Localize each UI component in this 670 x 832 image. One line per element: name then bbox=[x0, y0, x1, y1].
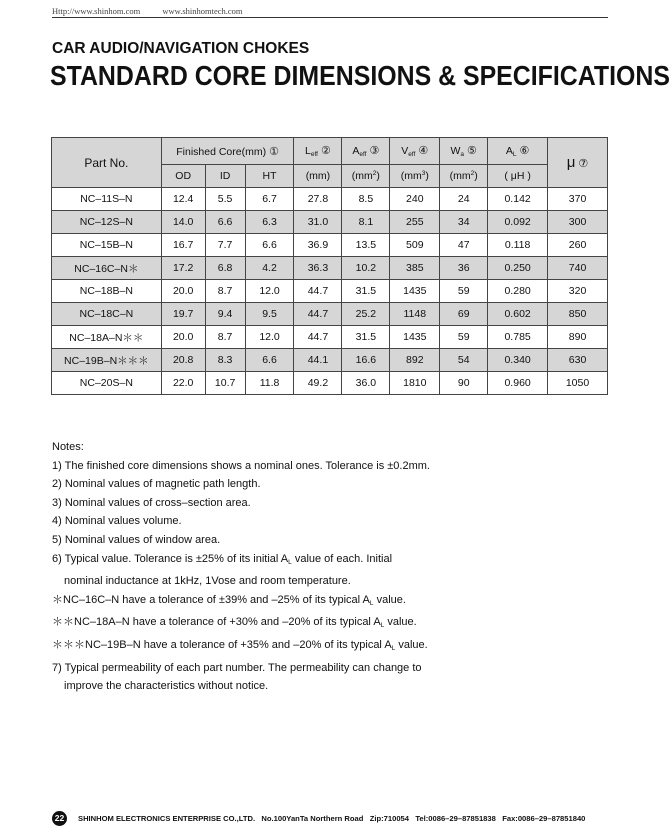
cell-al: 0.250 bbox=[488, 257, 548, 280]
cell-part: NC–18A–N＊＊ bbox=[52, 326, 162, 349]
cell-od: 20.0 bbox=[161, 326, 205, 349]
cell-id: 6.8 bbox=[205, 257, 245, 280]
cell-wa: 59 bbox=[440, 280, 488, 303]
header-al: $A_L$ ⑥ bbox=[488, 138, 548, 165]
cell-mu: 1050 bbox=[548, 372, 608, 395]
cell-part: NC–16C–N＊ bbox=[52, 257, 162, 280]
header-veff: $V_{eff}$ ④ bbox=[390, 138, 440, 165]
cell-leff: 44.7 bbox=[294, 280, 342, 303]
table-body bbox=[52, 188, 608, 395]
cell-wa: 69 bbox=[440, 303, 488, 326]
header-divider bbox=[52, 17, 608, 18]
note-6: 6) Typical value. Tolerance is ±25% of its initial $A_L$ value of each. Initial bbox=[52, 552, 393, 566]
cell-od: 20.8 bbox=[161, 349, 205, 372]
cell-od: 19.7 bbox=[161, 303, 205, 326]
cell-aeff: 13.5 bbox=[342, 234, 390, 257]
header-finished-core: Finished Core(mm) ① bbox=[161, 138, 294, 165]
table-row bbox=[52, 303, 608, 326]
cell-leff: 36.3 bbox=[294, 257, 342, 280]
cell-id: 5.5 bbox=[205, 188, 245, 211]
note-5: 5) Nominal values of window area. bbox=[52, 533, 221, 546]
cell-veff: 255 bbox=[390, 211, 440, 234]
cell-veff: 509 bbox=[390, 234, 440, 257]
cell-veff: 1435 bbox=[390, 280, 440, 303]
cell-part: NC–18B–N bbox=[52, 280, 162, 303]
cell-ht: 6.6 bbox=[245, 349, 294, 372]
table-row bbox=[52, 234, 608, 257]
unit-aeff: $(mm^2)$ bbox=[342, 165, 390, 188]
cell-leff: 44.1 bbox=[294, 349, 342, 372]
table-row bbox=[52, 349, 608, 372]
cell-aeff: 31.5 bbox=[342, 326, 390, 349]
cell-veff: 1148 bbox=[390, 303, 440, 326]
page-title: STANDARD CORE DIMENSIONS & SPECIFICATIONS bbox=[50, 60, 670, 91]
cell-od: 22.0 bbox=[161, 372, 205, 395]
cell-mu: 370 bbox=[548, 188, 608, 211]
unit-al: ( μH ) bbox=[488, 165, 548, 188]
note-6-continued: nominal inductance at 1kHz, 1Vose and room temperature. bbox=[64, 575, 351, 588]
cell-aeff: 31.5 bbox=[342, 280, 390, 303]
cell-al: 0.602 bbox=[488, 303, 548, 326]
cell-mu: 740 bbox=[548, 257, 608, 280]
footer-tel: Tel:0086–29–87851838 bbox=[415, 814, 496, 823]
cell-part: NC–11S–N bbox=[52, 188, 162, 211]
page-number-badge: 22 bbox=[52, 811, 67, 826]
cell-part: NC–18C–N bbox=[52, 303, 162, 326]
unit-wa: $(mm^2)$ bbox=[440, 165, 488, 188]
cell-od: 20.0 bbox=[161, 280, 205, 303]
cell-veff: 240 bbox=[390, 188, 440, 211]
table-row bbox=[52, 372, 608, 395]
cell-od: 14.0 bbox=[161, 211, 205, 234]
footer-company: SHINHOM ELECTRONICS ENTERPRISE CO.,LTD. bbox=[78, 814, 256, 823]
header-url-primary[interactable]: Http://www.shinhom.com bbox=[52, 6, 141, 16]
cell-part: NC–20S–N bbox=[52, 372, 162, 395]
cell-aeff: 10.2 bbox=[342, 257, 390, 280]
cell-aeff: 25.2 bbox=[342, 303, 390, 326]
cell-ht: 12.0 bbox=[245, 280, 294, 303]
cell-id: 8.7 bbox=[205, 280, 245, 303]
footer-address: No.100YanTa Northern Road bbox=[261, 814, 364, 823]
table-row bbox=[52, 257, 608, 280]
table-row bbox=[52, 211, 608, 234]
note-star-3: ＊＊＊NC–19B–N have a tolerance of +35% and –20% of its typical $A_L$ value. bbox=[52, 638, 428, 652]
cell-leff: 44.7 bbox=[294, 326, 342, 349]
header-id: ID bbox=[205, 165, 245, 188]
cell-leff: 36.9 bbox=[294, 234, 342, 257]
cell-id: 10.7 bbox=[205, 372, 245, 395]
notes-section bbox=[52, 438, 612, 696]
cell-al: 0.280 bbox=[488, 280, 548, 303]
cell-aeff: 8.5 bbox=[342, 188, 390, 211]
cell-wa: 54 bbox=[440, 349, 488, 372]
cell-mu: 320 bbox=[548, 280, 608, 303]
cell-wa: 34 bbox=[440, 211, 488, 234]
cell-al: 0.340 bbox=[488, 349, 548, 372]
cell-leff: 44.7 bbox=[294, 303, 342, 326]
cell-leff: 31.0 bbox=[294, 211, 342, 234]
cell-od: 16.7 bbox=[161, 234, 205, 257]
note-star-2: ＊＊NC–18A–N have a tolerance of +30% and –20% of its typical $A_L$ value. bbox=[52, 616, 417, 630]
cell-mu: 260 bbox=[548, 234, 608, 257]
cell-aeff: 16.6 bbox=[342, 349, 390, 372]
cell-wa: 47 bbox=[440, 234, 488, 257]
cell-part: NC–19B–N＊＊＊ bbox=[52, 349, 162, 372]
cell-id: 9.4 bbox=[205, 303, 245, 326]
cell-ht: 9.5 bbox=[245, 303, 294, 326]
cell-od: 12.4 bbox=[161, 188, 205, 211]
cell-ht: 6.7 bbox=[245, 188, 294, 211]
footer-zip: Zip:710054 bbox=[369, 814, 409, 823]
cell-mu: 630 bbox=[548, 349, 608, 372]
note-star-1: ＊NC–16C–N have a tolerance of ±39% and –25% of its typical $A_L$ value. bbox=[52, 593, 406, 607]
page-subtitle: CAR AUDIO/NAVIGATION CHOKES bbox=[52, 40, 310, 57]
header-leff: $L_{eff}$ ② bbox=[294, 138, 342, 165]
table-row bbox=[52, 280, 608, 303]
note-1: 1) The finished core dimensions shows a nominal ones. Tolerance is ±0.2mm. bbox=[52, 459, 430, 472]
cell-wa: 59 bbox=[440, 326, 488, 349]
table-header-row bbox=[52, 138, 608, 165]
cell-mu: 300 bbox=[548, 211, 608, 234]
cell-al: 0.785 bbox=[488, 326, 548, 349]
cell-ht: 4.2 bbox=[245, 257, 294, 280]
note-7: 7) Typical permeability of each part number. The permeability can change to bbox=[52, 661, 422, 674]
cell-al: 0.118 bbox=[488, 234, 548, 257]
footer-contact bbox=[78, 814, 585, 823]
cell-veff: 892 bbox=[390, 349, 440, 372]
header-part-no: Part No. bbox=[52, 138, 162, 188]
notes-heading: Notes: bbox=[52, 441, 84, 453]
cell-od: 17.2 bbox=[161, 257, 205, 280]
footer-fax: Fax:0086–29–87851840 bbox=[502, 814, 586, 823]
cell-ht: 6.6 bbox=[245, 234, 294, 257]
note-4: 4) Nominal values volume. bbox=[52, 515, 182, 528]
table-row bbox=[52, 326, 608, 349]
note-7-continued: improve the characteristics without notice. bbox=[64, 680, 269, 693]
cell-id: 8.3 bbox=[205, 349, 245, 372]
cell-leff: 49.2 bbox=[294, 372, 342, 395]
cell-leff: 27.8 bbox=[294, 188, 342, 211]
cell-id: 6.6 bbox=[205, 211, 245, 234]
cell-veff: 1435 bbox=[390, 326, 440, 349]
cell-part: NC–15B–N bbox=[52, 234, 162, 257]
cell-al: 0.960 bbox=[488, 372, 548, 395]
page-footer bbox=[52, 811, 612, 827]
cell-aeff: 8.1 bbox=[342, 211, 390, 234]
cell-ht: 11.8 bbox=[245, 372, 294, 395]
spec-table bbox=[51, 137, 608, 395]
cell-al: 0.142 bbox=[488, 188, 548, 211]
cell-ht: 12.0 bbox=[245, 326, 294, 349]
cell-ht: 6.3 bbox=[245, 211, 294, 234]
cell-veff: 1810 bbox=[390, 372, 440, 395]
header-ht: HT bbox=[245, 165, 294, 188]
header-wa: $W_a$ ⑤ bbox=[440, 138, 488, 165]
cell-id: 7.7 bbox=[205, 234, 245, 257]
cell-mu: 890 bbox=[548, 326, 608, 349]
note-2: 2) Nominal values of magnetic path length. bbox=[52, 478, 261, 491]
cell-id: 8.7 bbox=[205, 326, 245, 349]
header-od: OD bbox=[161, 165, 205, 188]
cell-wa: 90 bbox=[440, 372, 488, 395]
header-aeff: $A_{eff}$ ③ bbox=[342, 138, 390, 165]
cell-mu: 850 bbox=[548, 303, 608, 326]
header-mu: μ ⑦ bbox=[548, 138, 608, 188]
unit-veff: $(mm^3)$ bbox=[390, 165, 440, 188]
table-row bbox=[52, 188, 608, 211]
cell-part: NC–12S–N bbox=[52, 211, 162, 234]
header-url-secondary[interactable]: www.shinhomtech.com bbox=[162, 6, 243, 16]
note-3: 3) Nominal values of cross–section area. bbox=[52, 496, 251, 509]
header-urls bbox=[52, 6, 263, 16]
cell-wa: 36 bbox=[440, 257, 488, 280]
cell-al: 0.092 bbox=[488, 211, 548, 234]
cell-aeff: 36.0 bbox=[342, 372, 390, 395]
cell-wa: 24 bbox=[440, 188, 488, 211]
cell-veff: 385 bbox=[390, 257, 440, 280]
unit-leff: (mm) bbox=[294, 165, 342, 188]
